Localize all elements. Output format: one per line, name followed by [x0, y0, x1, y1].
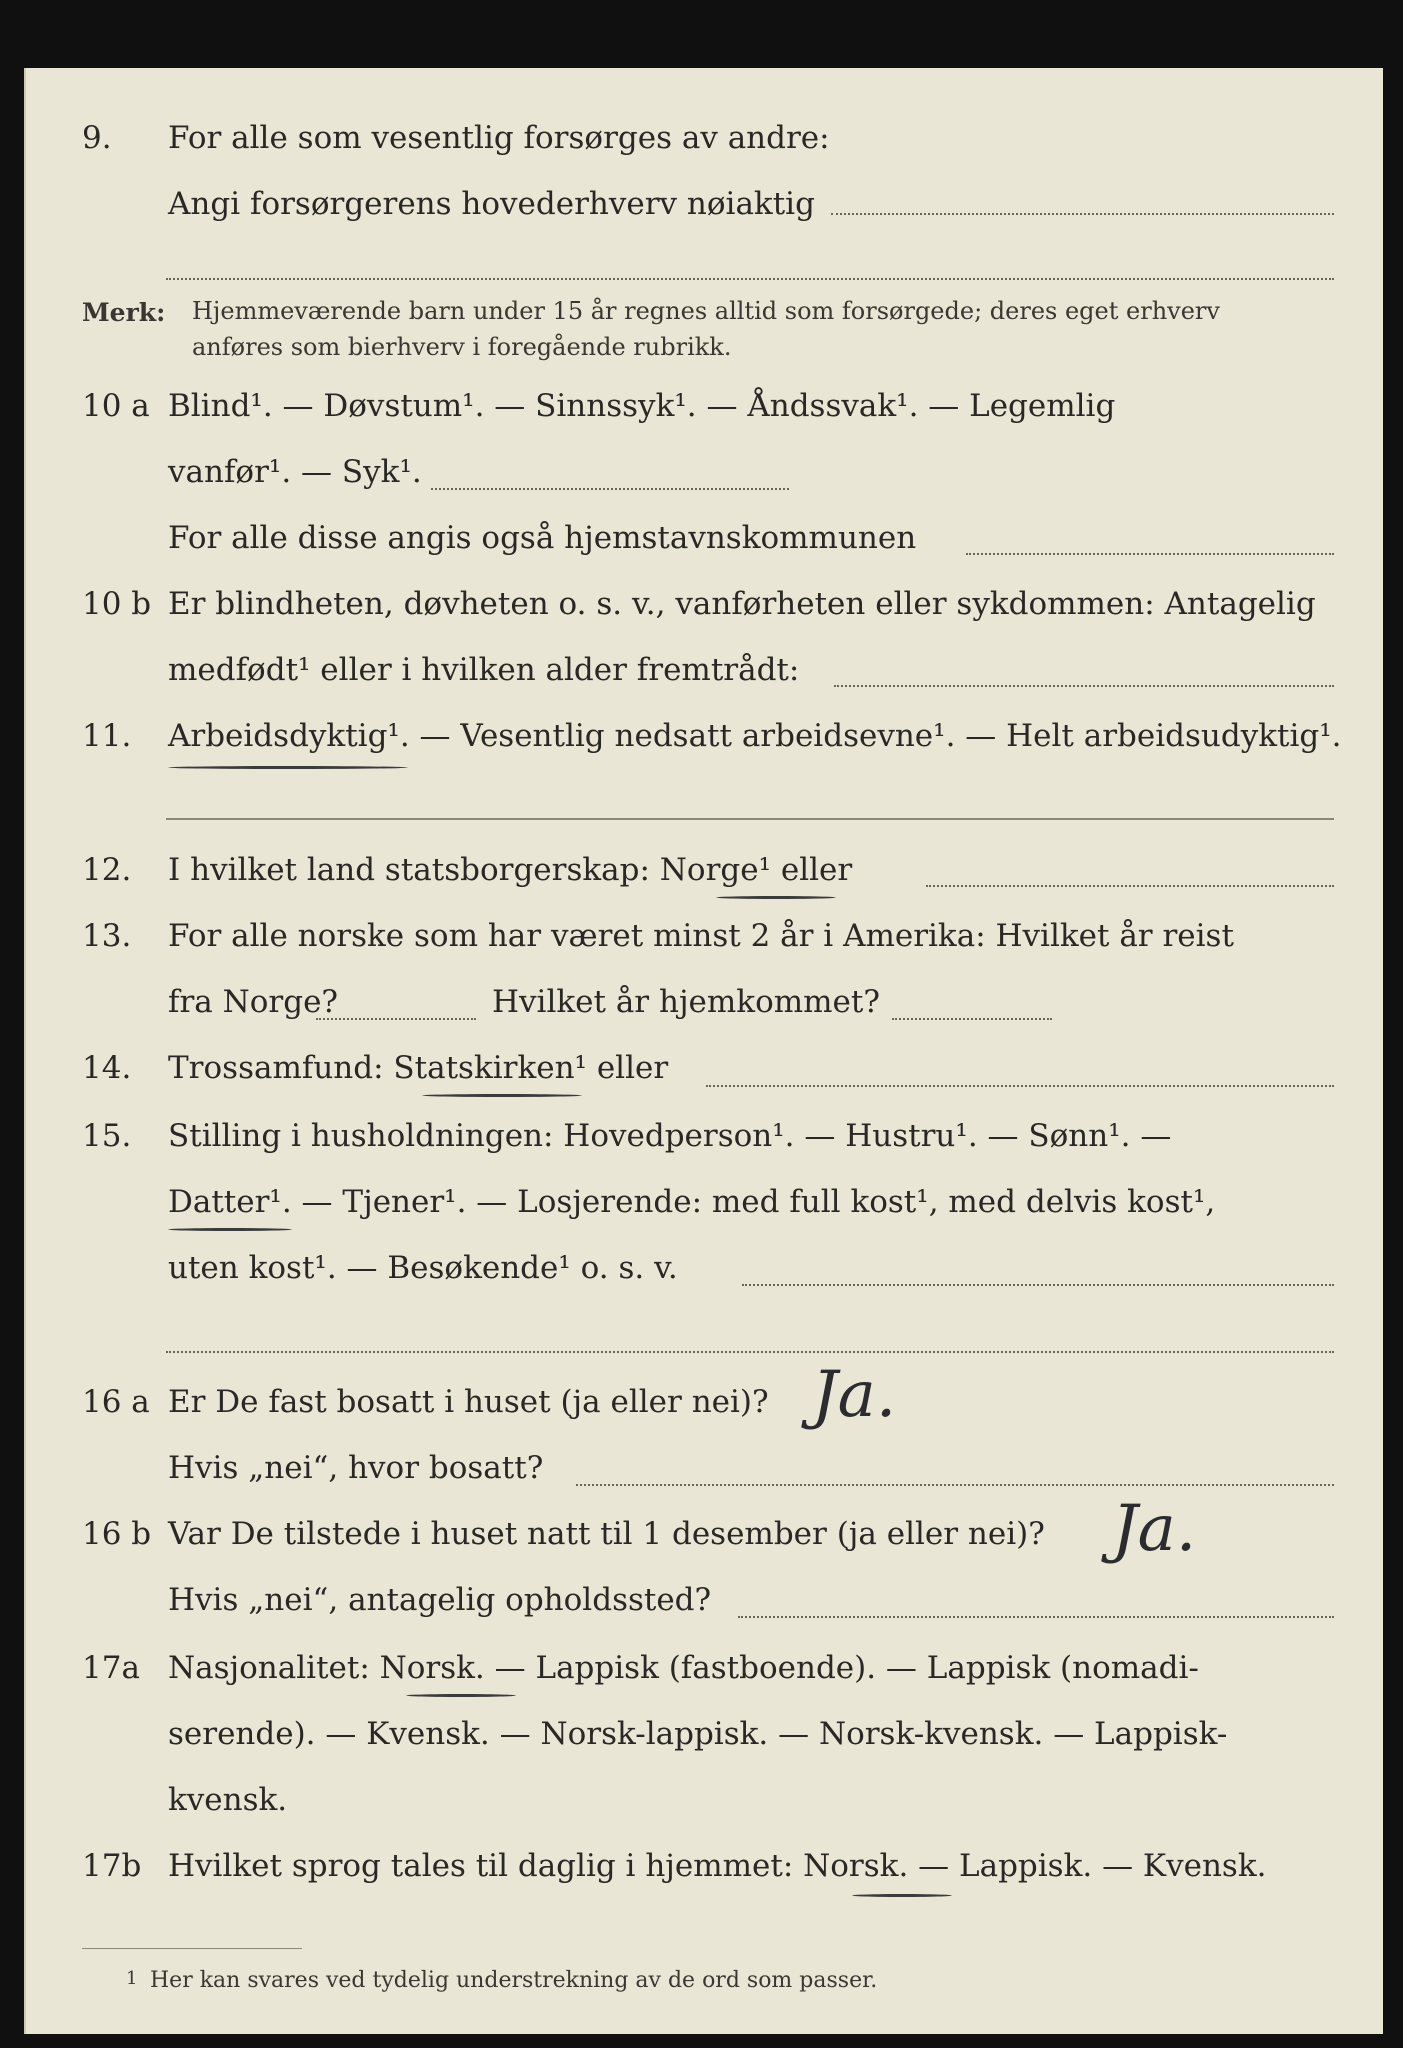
answer-line[interactable]: [738, 1616, 1334, 1618]
question-text: I hvilket land statsborgerskap: Norge¹ eller: [168, 852, 853, 888]
answer-line[interactable]: [831, 213, 1334, 215]
question-text: Hvis „nei“, antagelig opholdssted?: [168, 1582, 712, 1618]
question-9: [26, 118, 1383, 158]
merk-text-2: anføres som bierhverv i foregående rubrikk.: [192, 333, 732, 361]
question-text: Blind¹. — Døvstum¹. — Sinnssyk¹. — Åndssvak¹. — Legemlig: [168, 388, 1116, 424]
handwritten-answer: Ja.: [1112, 1492, 1197, 1566]
footnote-text: Her kan svares ved tydelig understrekning av de ord som passer.: [150, 1968, 878, 1993]
question-text: Arbeidsdyktig¹. — Vesentlig nedsatt arbeidsevne¹. — Helt arbeidsudyktig¹.: [168, 718, 1342, 754]
question-17a-line-2: [26, 1714, 1383, 1754]
question-15-line-3: [26, 1248, 1383, 1288]
question-text: kvensk.: [168, 1782, 288, 1818]
census-form-page: [24, 68, 1383, 2034]
question-text: Stilling i husholdningen: Hovedperson¹. — Hustru¹. — Sønn¹. —: [168, 1118, 1172, 1154]
question-text: Trossamfund: Statskirken¹ eller: [168, 1050, 669, 1086]
footnote-number: 1: [126, 1968, 138, 1989]
answer-line[interactable]: [431, 488, 789, 490]
answer-line[interactable]: [706, 1085, 1334, 1087]
handwritten-underline: [168, 766, 408, 769]
question-text: uten kost¹. — Besøkende¹ o. s. v.: [168, 1250, 678, 1286]
question-10a-line-2: [26, 452, 1383, 492]
handwritten-underline: [422, 1094, 582, 1097]
answer-line[interactable]: [834, 685, 1334, 687]
question-15-line-2: [26, 1182, 1383, 1222]
merk-label: Merk:: [82, 298, 166, 327]
question-13-line-2: [26, 982, 1383, 1022]
question-10a-line-3: [26, 518, 1383, 558]
question-number: 11.: [82, 718, 132, 754]
question-text: Hvilket sprog tales til daglig i hjemmet: Norsk. — Lappisk. — Kvensk.: [168, 1848, 1267, 1884]
question-text: Hvilket år hjemkommet?: [492, 984, 880, 1020]
answer-line[interactable]: [576, 1484, 1334, 1486]
question-10b: [26, 584, 1383, 624]
question-17a-line-3: [26, 1780, 1383, 1820]
question-17a: [26, 1648, 1383, 1688]
merk-text-1: Hjemmeværende barn under 15 år regnes alltid som forsørgede; deres eget erhverv: [192, 297, 1220, 325]
question-number: 16 b: [82, 1516, 152, 1552]
question-text: Angi forsørgerens hovederhverv nøiaktig: [168, 186, 815, 222]
question-10a: [26, 386, 1383, 426]
question-number: 10 a: [82, 388, 150, 424]
question-text: Er blindheten, døvheten o. s. v., vanførheten eller sykdommen: Antagelig: [168, 586, 1316, 622]
question-16a: [26, 1382, 1383, 1422]
question-number: 17b: [82, 1848, 142, 1884]
question-number: 9.: [82, 120, 112, 156]
question-text: vanfør¹. — Syk¹.: [168, 454, 422, 490]
answer-line[interactable]: [926, 885, 1334, 887]
question-number: 14.: [82, 1050, 132, 1086]
question-15: [26, 1116, 1383, 1156]
question-number: 16 a: [82, 1384, 150, 1420]
question-9-line-2: [26, 184, 1383, 224]
question-text: fra Norge?: [168, 984, 339, 1020]
question-text: Hvis „nei“, hvor bosatt?: [168, 1450, 544, 1486]
handwritten-underline: [168, 1228, 292, 1231]
question-text: For alle disse angis også hjemstavnskommunen: [168, 520, 917, 556]
answer-line[interactable]: [166, 1351, 1334, 1353]
question-number: 13.: [82, 918, 132, 954]
question-number: 10 b: [82, 586, 152, 622]
question-10b-line-2: [26, 650, 1383, 690]
answer-line[interactable]: [166, 818, 1334, 820]
handwritten-underline: [852, 1894, 952, 1897]
question-number: 12.: [82, 852, 132, 888]
answer-line[interactable]: [892, 1018, 1052, 1020]
question-text: medfødt¹ eller i hvilken alder fremtrådt:: [168, 652, 800, 688]
question-text: Var De tilstede i huset natt til 1 desember (ja eller nei)?: [168, 1516, 1045, 1552]
handwritten-answer: Ja.: [812, 1358, 897, 1432]
answer-line[interactable]: [966, 553, 1334, 555]
question-16b-line-2: [26, 1580, 1383, 1620]
question-14: [26, 1048, 1383, 1088]
answer-line[interactable]: [166, 278, 1334, 280]
question-number: 17a: [82, 1650, 140, 1686]
handwritten-underline: [406, 1694, 516, 1697]
question-16a-line-2: [26, 1448, 1383, 1488]
question-13: [26, 916, 1383, 956]
handwritten-underline: [716, 896, 836, 899]
question-text: Nasjonalitet: Norsk. — Lappisk (fastboende). — Lappisk (nomadi-: [168, 1650, 1199, 1686]
question-number: 15.: [82, 1118, 132, 1154]
answer-line[interactable]: [742, 1284, 1334, 1286]
question-text: Er De fast bosatt i huset (ja eller nei)?: [168, 1384, 769, 1420]
question-11: [26, 716, 1383, 756]
question-17b: [26, 1846, 1383, 1886]
answer-line[interactable]: [316, 1018, 476, 1020]
question-12: [26, 850, 1383, 890]
footnote-rule: [82, 1948, 302, 1949]
question-text: Datter¹. — Tjener¹. — Losjerende: med full kost¹, med delvis kost¹,: [168, 1184, 1216, 1220]
question-text: serende). — Kvensk. — Norsk-lappisk. — Norsk-kvensk. — Lappisk-: [168, 1716, 1228, 1752]
question-text: For alle som vesentlig forsørges av andre:: [168, 120, 830, 156]
question-text: For alle norske som har været minst 2 år i Amerika: Hvilket år reist: [168, 918, 1234, 954]
